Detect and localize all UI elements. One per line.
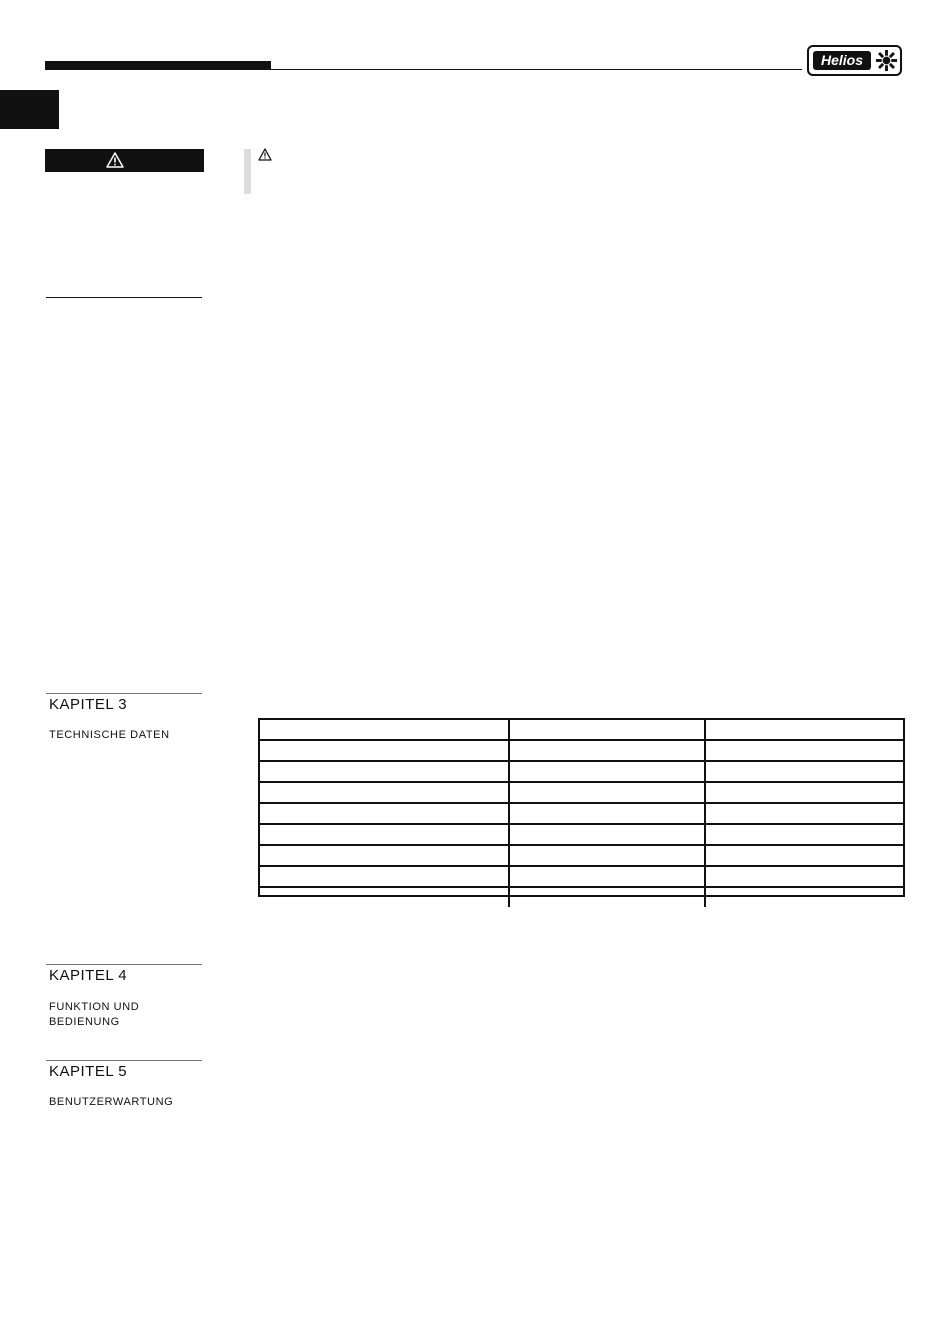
chapter-divider — [46, 693, 202, 694]
table-cell — [509, 761, 705, 782]
table-cell — [705, 782, 903, 803]
table-cell — [509, 866, 705, 887]
chapter-divider — [46, 964, 202, 965]
table-cell — [260, 845, 509, 866]
table-row — [260, 782, 903, 803]
table-cell — [260, 887, 509, 907]
table-cell — [509, 720, 705, 740]
table-cell — [260, 740, 509, 761]
fan-icon — [875, 49, 898, 72]
chapter-4-number: KAPITEL 4 — [49, 967, 128, 984]
table-cell — [509, 845, 705, 866]
table-cell — [705, 845, 903, 866]
table-cell — [705, 740, 903, 761]
table-cell — [509, 740, 705, 761]
table-row — [260, 720, 903, 740]
language-tab-marker — [0, 90, 59, 129]
table-cell — [509, 782, 705, 803]
table-cell — [705, 887, 903, 907]
table-cell — [260, 824, 509, 845]
section-divider — [46, 297, 202, 298]
table-cell — [509, 824, 705, 845]
table-row — [260, 761, 903, 782]
table-cell — [705, 866, 903, 887]
table-row — [260, 740, 903, 761]
table-cell — [705, 761, 903, 782]
header-thick-rule — [45, 61, 271, 70]
table-row — [260, 866, 903, 887]
table-row — [260, 803, 903, 824]
chapter-divider — [46, 1060, 202, 1061]
table-cell — [260, 866, 509, 887]
technical-data-table — [258, 718, 905, 897]
table-row — [260, 845, 903, 866]
table-cell — [260, 782, 509, 803]
warning-triangle-icon — [258, 148, 272, 161]
table-cell — [260, 720, 509, 740]
table-cell — [260, 761, 509, 782]
table-cell — [705, 803, 903, 824]
chapter-3-title: TECHNISCHE DATEN — [49, 729, 170, 741]
brand-logo-text: Helios — [813, 51, 871, 70]
brand-logo — [807, 45, 902, 76]
note-bar — [244, 149, 251, 194]
warning-banner — [45, 149, 204, 172]
chapter-3-number: KAPITEL 3 — [49, 696, 128, 713]
table-row — [260, 887, 903, 907]
table-cell — [509, 887, 705, 907]
chapter-5-title: BENUTZERWARTUNG — [49, 1096, 174, 1108]
chapter-5-number: KAPITEL 5 — [49, 1063, 128, 1080]
table-cell — [705, 720, 903, 740]
table-cell — [260, 803, 509, 824]
warning-triangle-icon — [106, 152, 124, 168]
table-cell — [509, 803, 705, 824]
chapter-4-title: FUNKTION UND BEDIENUNG — [49, 1001, 140, 1028]
table-row — [260, 824, 903, 845]
header-thin-rule — [271, 69, 802, 70]
table-cell — [705, 824, 903, 845]
